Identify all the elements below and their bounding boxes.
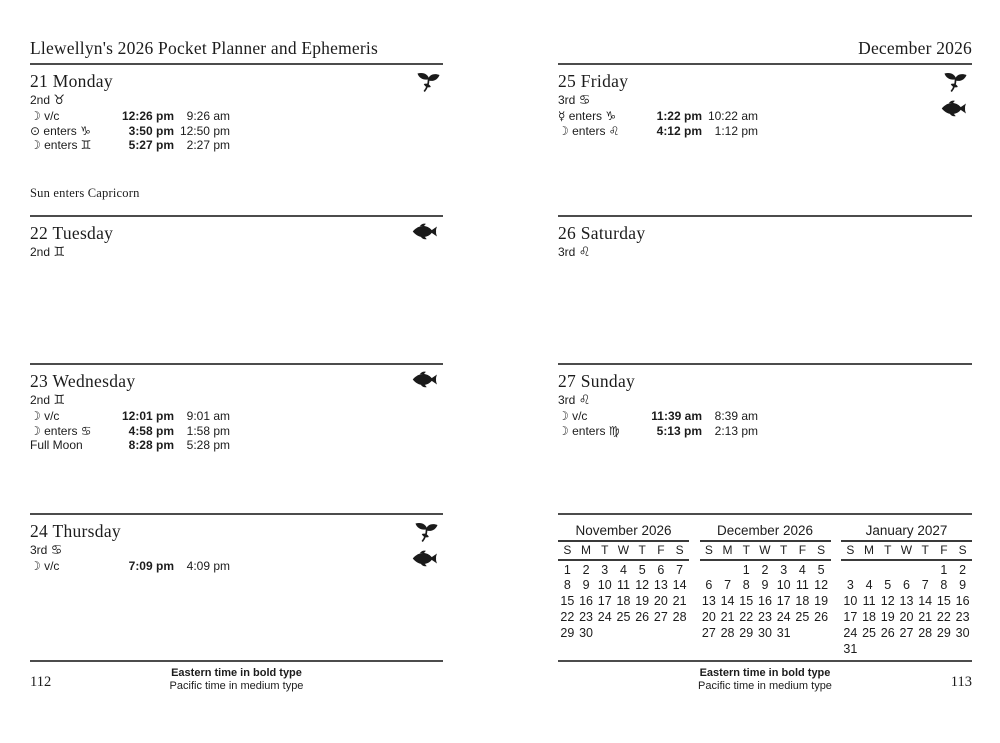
calendar-day: 10: [843, 594, 858, 608]
event-label: ☽ enters ♋: [30, 423, 92, 438]
calendar-empty-cell: [718, 560, 737, 577]
mini-calendar-november-2026: [558, 523, 689, 660]
calendar-day: 17: [597, 594, 612, 608]
weekday-header: T: [595, 542, 614, 560]
calendar-day: 2: [761, 563, 769, 577]
event-eastern-time: 11:39 am: [651, 409, 702, 423]
mini-calendar-title: December 2026: [700, 523, 831, 542]
calendar-week-row: [558, 625, 689, 641]
calendar-day: 22: [739, 610, 754, 624]
calendar-day: 28: [672, 610, 687, 624]
footer-pacific-note: Pacific time in medium type: [169, 679, 304, 692]
event-label: ☽ v/c: [30, 559, 60, 573]
calendar-week-row: [700, 560, 831, 577]
calendar-week-row: [841, 593, 972, 609]
calendar-day: 25: [795, 610, 810, 624]
calendar-day: 1: [563, 563, 571, 577]
weekday-header: S: [812, 542, 831, 560]
weekday-header: S: [700, 542, 719, 560]
ephemeris-event-row: [30, 109, 443, 124]
calendar-week-row: [558, 609, 689, 625]
calendar-empty-cell: [860, 641, 879, 657]
moon-phase-indicator: [30, 93, 443, 108]
calendar-day: 25: [616, 610, 631, 624]
calendar-day: 9: [959, 578, 967, 592]
weekday-header: S: [841, 542, 860, 560]
event-eastern-time: 12:01 pm: [121, 409, 174, 423]
calendar-day: 19: [635, 594, 650, 608]
page-footer: [30, 660, 443, 692]
mini-calendar-title: January 2027: [841, 523, 972, 542]
day-title: 25 Friday: [558, 71, 629, 91]
calendar-empty-cell: [633, 625, 652, 641]
calendar-day: 23: [579, 610, 593, 624]
footer-eastern-note: Eastern time in bold type: [171, 667, 302, 679]
event-label: ☽ v/c: [30, 109, 60, 123]
calendar-day: 20: [701, 610, 716, 624]
calendar-empty-cell: [897, 560, 916, 577]
calendar-empty-cell: [793, 625, 812, 641]
event-eastern-time: 8:28 pm: [128, 438, 174, 452]
phase-sign: ♌: [578, 393, 591, 408]
calendar-day: 12: [635, 578, 650, 592]
phase-quarter: 3rd: [558, 245, 576, 259]
event-pacific-time: 5:28 pm: [186, 438, 230, 452]
event-pacific-time: 9:01 am: [186, 409, 230, 423]
weekday-header: T: [878, 542, 897, 560]
event-label: ☽ enters ♍: [558, 423, 620, 438]
calendar-day: 15: [739, 594, 754, 608]
moon-phase-indicator: [558, 245, 972, 260]
calendar-day: 22: [936, 610, 951, 624]
calendar-day: 31: [776, 626, 791, 640]
calendar-day: 12: [814, 578, 829, 592]
calendar-day: 6: [657, 563, 665, 577]
calendar-day: 10: [597, 578, 612, 592]
calendar-day: 7: [724, 578, 732, 592]
calendar-empty-cell: [878, 560, 897, 577]
left-page: [30, 38, 443, 692]
calendar-day: 11: [862, 594, 876, 608]
page-number: 113: [950, 674, 972, 690]
day-title: 26 Saturday: [558, 223, 646, 243]
calendar-day: 26: [880, 626, 895, 640]
fish-icon: [940, 100, 970, 117]
calendar-day: 29: [739, 626, 754, 640]
calendar-day: 16: [955, 594, 970, 608]
calendar-week-row: [700, 577, 831, 593]
event-label: ☽ v/c: [558, 409, 588, 423]
calendar-day: 25: [862, 626, 876, 640]
calendar-day: 5: [638, 563, 646, 577]
day-icons: [411, 521, 441, 567]
calendar-day: 21: [672, 594, 687, 608]
event-label: ☽ enters ♌: [558, 123, 620, 138]
calendar-day: 11: [795, 578, 809, 592]
event-pacific-time: 4:09 pm: [186, 559, 230, 573]
event-pacific-time: 10:22 am: [707, 109, 758, 123]
ephemeris-event-row: [558, 109, 972, 124]
moon-phase-indicator: [30, 393, 443, 408]
calendar-day: 2: [959, 563, 967, 577]
phase-quarter: 2nd: [30, 245, 51, 259]
right-page: [558, 38, 972, 692]
calendar-day: 1: [940, 563, 948, 577]
day-title: 27 Sunday: [558, 371, 636, 391]
day-section-22-tuesday: [30, 215, 443, 363]
calendar-day: 18: [616, 594, 631, 608]
day-section-26-saturday: [558, 215, 972, 363]
weekday-header: M: [860, 542, 879, 560]
weekday-header: M: [577, 542, 596, 560]
calendar-day: 28: [918, 626, 933, 640]
calendar-day: 24: [776, 610, 791, 624]
calendar-day: 19: [814, 594, 829, 608]
day-title: 24 Thursday: [30, 521, 121, 541]
event-eastern-time: 1:22 pm: [656, 109, 702, 123]
event-pacific-time: 12:50 pm: [179, 123, 230, 138]
calendar-week-row: [841, 577, 972, 593]
calendar-day: 23: [758, 610, 772, 624]
calendar-empty-cell: [670, 625, 689, 641]
calendar-week-row: [700, 609, 831, 625]
ephemeris-event-row: [30, 438, 443, 453]
day-icons: [411, 223, 441, 240]
calendar-day: 30: [955, 626, 970, 640]
calendar-day: 10: [776, 578, 791, 592]
leaf-icon: [415, 71, 441, 93]
event-label: ⊙ enters ♑: [30, 123, 91, 138]
calendar-day: 22: [560, 610, 575, 624]
calendar-day: 6: [705, 578, 713, 592]
day-section-24-thursday: [30, 513, 443, 660]
weekday-header: T: [737, 542, 756, 560]
calendar-empty-cell: [916, 641, 935, 657]
month-header: December 2026: [558, 38, 972, 65]
event-pacific-time: 8:39 am: [714, 409, 758, 423]
event-eastern-time: 4:12 pm: [656, 123, 702, 138]
calendar-empty-cell: [595, 625, 614, 641]
weekday-header: W: [897, 542, 916, 560]
moon-phase-indicator: [30, 245, 443, 260]
calendar-day: 24: [597, 610, 612, 624]
weekday-header: F: [652, 542, 671, 560]
calendar-week-row: [558, 560, 689, 577]
events-list: [30, 409, 443, 453]
calendar-day: 9: [761, 578, 769, 592]
calendar-week-row: [700, 593, 831, 609]
weekday-header: S: [558, 542, 577, 560]
calendar-day: 17: [776, 594, 791, 608]
weekday-header: S: [953, 542, 972, 560]
ephemeris-event-row: [558, 124, 972, 139]
calendar-day: 14: [918, 594, 933, 608]
moon-phase-indicator: [30, 543, 443, 558]
calendar-empty-cell: [935, 641, 954, 657]
phase-quarter: 3rd: [30, 543, 48, 557]
calendar-day: 15: [560, 594, 575, 608]
ephemeris-event-row: [30, 559, 443, 574]
events-list: [558, 409, 972, 438]
calendar-day: 27: [899, 626, 914, 640]
calendar-day: 2: [582, 563, 590, 577]
calendar-day: 8: [940, 578, 948, 592]
mini-calendar-grid: [700, 542, 831, 641]
calendar-empty-cell: [841, 560, 860, 577]
mini-calendar-january-2027: [841, 523, 972, 660]
calendar-day: 24: [843, 626, 858, 640]
footer-pacific-note: Pacific time in medium type: [698, 679, 832, 692]
calendar-week-row: [841, 609, 972, 625]
calendar-day: 19: [880, 610, 895, 624]
calendar-day: 16: [579, 594, 593, 608]
event-pacific-time: 1:58 pm: [186, 423, 230, 438]
calendar-day: 5: [817, 563, 825, 577]
mini-calendar-title: November 2026: [558, 523, 689, 542]
day-title: 21 Monday: [30, 71, 113, 91]
calendar-day: 13: [899, 594, 914, 608]
calendar-empty-cell: [812, 625, 831, 641]
event-eastern-time: 5:13 pm: [656, 423, 702, 438]
calendar-day: 20: [653, 594, 668, 608]
calendar-empty-cell: [860, 560, 879, 577]
calendar-day: 1: [742, 563, 750, 577]
event-label: ☽ v/c: [30, 409, 60, 423]
phase-sign: ♌: [578, 245, 591, 260]
calendar-day: 4: [619, 563, 627, 577]
calendar-day: 7: [921, 578, 929, 592]
calendar-day: 21: [720, 610, 735, 624]
calendar-day: 27: [701, 626, 716, 640]
ephemeris-event-row: [30, 124, 443, 139]
event-eastern-time: 7:09 pm: [128, 559, 174, 573]
day-note: Sun enters Capricorn: [30, 186, 140, 200]
leaf-icon: [413, 521, 439, 543]
event-pacific-time: 2:27 pm: [186, 138, 230, 152]
calendar-day: 23: [955, 610, 970, 624]
ephemeris-event-row: [558, 409, 972, 424]
calendar-day: 14: [720, 594, 735, 608]
calendar-day: 26: [635, 610, 650, 624]
footer-eastern-note: Eastern time in bold type: [699, 667, 831, 679]
calendar-day: 16: [758, 594, 772, 608]
calendar-day: 8: [563, 578, 571, 592]
page-number: 112: [30, 674, 52, 690]
calendar-week-row: [558, 577, 689, 593]
phase-quarter: 2nd: [30, 93, 51, 107]
phase-sign: ♋: [578, 93, 591, 108]
events-list: [30, 109, 443, 153]
mini-calendar-grid: [558, 542, 689, 641]
moon-phase-indicator: [558, 93, 972, 108]
calendar-day: 13: [653, 578, 668, 592]
page-footer: [558, 660, 972, 692]
calendar-day: 27: [653, 610, 668, 624]
calendar-week-row: [558, 593, 689, 609]
event-pacific-time: 9:26 am: [186, 109, 230, 123]
weekday-header: W: [614, 542, 633, 560]
weekday-header: S: [670, 542, 689, 560]
calendar-day: 29: [560, 626, 575, 640]
day-icons: [411, 371, 441, 388]
calendar-day: 12: [880, 594, 895, 608]
calendar-day: 30: [758, 626, 772, 640]
event-label: Full Moon: [30, 438, 83, 452]
calendar-week-row: [841, 625, 972, 641]
mini-calendar-december-2026: [700, 523, 831, 660]
event-label: ☿ enters ♑: [558, 109, 617, 123]
weekday-header: T: [916, 542, 935, 560]
event-eastern-time: 3:50 pm: [128, 123, 174, 138]
calendar-day: 6: [902, 578, 910, 592]
calendar-day: 18: [862, 610, 876, 624]
calendar-day: 5: [884, 578, 892, 592]
calendar-day: 4: [865, 578, 873, 592]
calendar-day: 3: [780, 563, 788, 577]
calendar-day: 29: [936, 626, 951, 640]
day-section-27-sunday: [558, 363, 972, 513]
fish-icon: [411, 550, 441, 567]
weekday-header: W: [756, 542, 775, 560]
calendar-day: 9: [582, 578, 590, 592]
calendar-empty-cell: [700, 560, 719, 577]
calendar-empty-cell: [897, 641, 916, 657]
calendar-day: 28: [720, 626, 735, 640]
day-section-21-monday: [30, 65, 443, 215]
calendar-week-row: [841, 560, 972, 577]
calendar-day: 3: [601, 563, 609, 577]
calendar-day: 21: [918, 610, 933, 624]
day-section-23-wednesday: [30, 363, 443, 513]
book-title: Llewellyn's 2026 Pocket Planner and Ephemeris: [30, 38, 443, 65]
calendar-day: 31: [843, 642, 858, 656]
calendar-day: 7: [676, 563, 684, 577]
mini-calendar-grid: [841, 542, 972, 657]
weekday-header: T: [633, 542, 652, 560]
events-list: [558, 109, 972, 138]
calendar-empty-cell: [878, 641, 897, 657]
event-eastern-time: 12:26 pm: [121, 109, 174, 123]
calendar-day: 14: [672, 578, 687, 592]
weekday-header: F: [935, 542, 954, 560]
event-eastern-time: 5:27 pm: [128, 138, 174, 152]
calendar-day: 4: [798, 563, 806, 577]
phase-quarter: 2nd: [30, 393, 51, 407]
ephemeris-event-row: [30, 409, 443, 424]
calendar-week-row: [841, 641, 972, 657]
calendar-day: 3: [846, 578, 854, 592]
weekday-header: M: [718, 542, 737, 560]
event-label: ☽ enters ♊: [30, 138, 92, 152]
weekday-header: T: [774, 542, 793, 560]
calendar-day: 8: [742, 578, 750, 592]
event-eastern-time: 4:58 pm: [128, 423, 174, 438]
moon-phase-indicator: [558, 393, 972, 408]
phase-sign: ♊: [53, 393, 66, 408]
calendar-empty-cell: [614, 625, 633, 641]
event-pacific-time: 2:13 pm: [714, 423, 758, 438]
phase-sign: ♉: [53, 93, 66, 108]
day-title: 23 Wednesday: [30, 371, 136, 391]
calendar-day: 15: [936, 594, 951, 608]
phase-quarter: 3rd: [558, 393, 576, 407]
events-list: [30, 559, 443, 574]
mini-calendars-row: [558, 513, 972, 660]
calendar-day: 17: [843, 610, 858, 624]
event-pacific-time: 1:12 pm: [714, 123, 758, 138]
calendar-day: 11: [616, 578, 630, 592]
calendar-day: 26: [814, 610, 829, 624]
calendar-day: 18: [795, 594, 810, 608]
calendar-empty-cell: [652, 625, 671, 641]
phase-quarter: 3rd: [558, 93, 576, 107]
ephemeris-event-row: [558, 424, 972, 439]
calendar-empty-cell: [953, 641, 972, 657]
day-icons: [415, 71, 441, 93]
calendar-day: 30: [579, 626, 593, 640]
fish-icon: [411, 223, 441, 240]
ephemeris-event-row: [30, 138, 443, 153]
fish-icon: [411, 371, 441, 388]
day-icons: [940, 71, 970, 117]
calendar-day: 20: [899, 610, 914, 624]
calendar-week-row: [700, 625, 831, 641]
ephemeris-event-row: [30, 424, 443, 439]
phase-sign: ♋: [50, 543, 63, 558]
calendar-empty-cell: [916, 560, 935, 577]
weekday-header: F: [793, 542, 812, 560]
leaf-icon: [942, 71, 968, 93]
phase-sign: ♊: [53, 245, 66, 260]
day-title: 22 Tuesday: [30, 223, 114, 243]
day-section-25-friday: [558, 65, 972, 215]
calendar-day: 13: [701, 594, 716, 608]
